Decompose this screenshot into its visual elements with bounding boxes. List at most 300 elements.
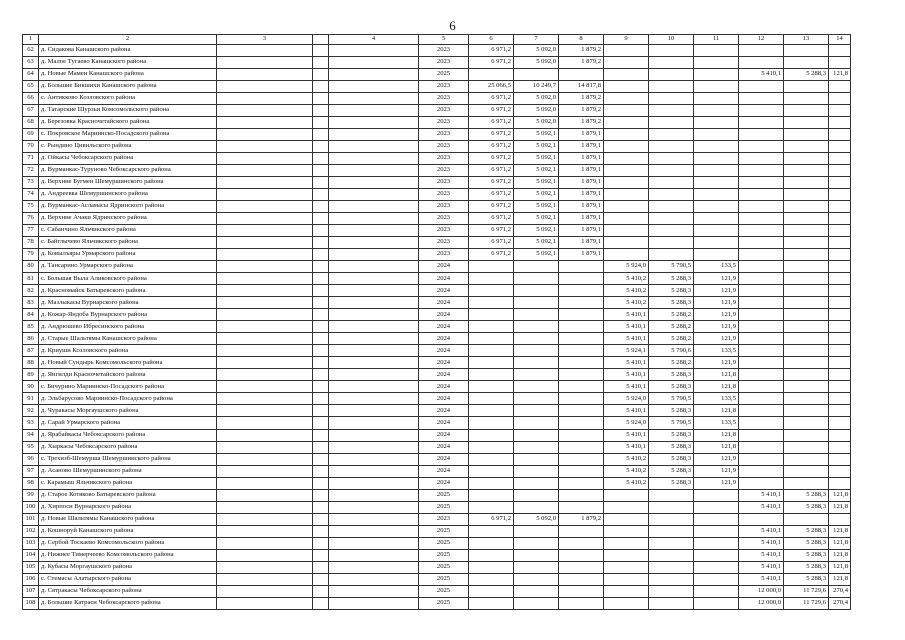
table-cell — [559, 561, 604, 573]
table-cell: д. Новый Сундырь Комсомольского района — [39, 357, 217, 369]
table-cell — [694, 81, 739, 93]
table-cell: 5 288,2 — [649, 333, 694, 345]
table-cell: 6 971,2 — [469, 225, 514, 237]
table-cell: 11 729,6 — [784, 597, 829, 609]
table-cell: 121,9 — [694, 321, 739, 333]
table-cell — [514, 69, 559, 81]
table-cell: 72 — [23, 165, 39, 177]
table-cell: 5 092,1 — [514, 177, 559, 189]
table-cell: д. Сятракасы Чебоксарского района — [39, 585, 217, 597]
table-cell — [559, 417, 604, 429]
table-cell: д. Кошноруй Канашского района — [39, 525, 217, 537]
table-cell — [694, 117, 739, 129]
table-cell — [604, 489, 649, 501]
table-cell: 1 879,2 — [559, 57, 604, 69]
table-cell — [784, 393, 829, 405]
table-cell — [514, 309, 559, 321]
table-row — [23, 393, 851, 405]
table-cell: 5 790,5 — [649, 261, 694, 273]
table-row — [23, 237, 851, 249]
table-cell — [313, 153, 329, 165]
table-cell — [313, 597, 329, 609]
table-cell — [829, 357, 851, 369]
table-cell — [514, 321, 559, 333]
table-cell — [217, 297, 313, 309]
table-cell — [784, 285, 829, 297]
table-cell — [217, 525, 313, 537]
table-cell — [217, 309, 313, 321]
table-cell — [217, 189, 313, 201]
table-cell — [313, 81, 329, 93]
table-cell — [694, 585, 739, 597]
table-cell — [329, 333, 419, 345]
table-cell — [694, 57, 739, 69]
table-cell: 63 — [23, 57, 39, 69]
table-cell — [739, 81, 784, 93]
table-cell — [649, 69, 694, 81]
table-cell: 121,8 — [829, 489, 851, 501]
table-cell — [469, 561, 514, 573]
table-cell — [649, 249, 694, 261]
table-cell — [829, 369, 851, 381]
table-cell: 25 066,5 — [469, 81, 514, 93]
table-cell: 270,4 — [829, 585, 851, 597]
table-row — [23, 57, 851, 69]
table-cell — [217, 57, 313, 69]
table-row — [23, 453, 851, 465]
table-row — [23, 525, 851, 537]
table-cell: 121,9 — [694, 333, 739, 345]
table-cell: 1 879,1 — [559, 177, 604, 189]
table-cell — [604, 213, 649, 225]
table-cell — [329, 477, 419, 489]
table-cell — [604, 537, 649, 549]
table-cell: 2025 — [419, 585, 469, 597]
table-cell — [313, 285, 329, 297]
table-cell — [604, 141, 649, 153]
table-cell: д. Татарские Шурзьи Комсомольского района — [39, 105, 217, 117]
table-cell — [469, 417, 514, 429]
table-cell — [514, 501, 559, 513]
table-cell: 1 879,1 — [559, 153, 604, 165]
table-cell: 270,4 — [829, 597, 851, 609]
table-cell: 6 971,2 — [469, 141, 514, 153]
table-cell: 94 — [23, 429, 39, 441]
table-cell — [514, 585, 559, 597]
table-cell — [559, 501, 604, 513]
table-cell: д. Чуракасы Моргаушского района — [39, 405, 217, 417]
table-cell — [649, 561, 694, 573]
table-cell — [784, 513, 829, 525]
table-cell: 2024 — [419, 345, 469, 357]
table-cell — [329, 273, 419, 285]
table-cell: 5 410,1 — [604, 321, 649, 333]
table-cell — [829, 249, 851, 261]
table-cell: 121,8 — [829, 525, 851, 537]
table-cell — [829, 297, 851, 309]
table-cell: 5 410,2 — [604, 477, 649, 489]
table-cell: 2024 — [419, 357, 469, 369]
table-cell: 108 — [23, 597, 39, 609]
table-cell: 11 729,6 — [784, 585, 829, 597]
table-cell — [604, 117, 649, 129]
table-cell: 2025 — [419, 537, 469, 549]
table-cell — [217, 129, 313, 141]
table-cell: 2025 — [419, 561, 469, 573]
table-cell — [649, 129, 694, 141]
table-cell — [329, 513, 419, 525]
table-cell — [469, 297, 514, 309]
table-cell: 6 971,2 — [469, 153, 514, 165]
table-cell — [469, 441, 514, 453]
table-cell — [694, 165, 739, 177]
table-cell: д. Малое Тугаево Канашского района — [39, 57, 217, 69]
table-cell: 2024 — [419, 465, 469, 477]
table-cell: д. Вурманкас-Асламасы Ядринского района — [39, 201, 217, 213]
table-cell: 5 288,3 — [784, 489, 829, 501]
table-cell: 2023 — [419, 93, 469, 105]
table-cell: 2025 — [419, 69, 469, 81]
table-cell: с. Покровское Мариинско-Посадского района — [39, 129, 217, 141]
table-row — [23, 381, 851, 393]
table-cell — [649, 117, 694, 129]
table-row — [23, 585, 851, 597]
table-row — [23, 549, 851, 561]
table-cell — [514, 525, 559, 537]
table-cell: 121,9 — [694, 297, 739, 309]
table-cell: 98 — [23, 477, 39, 489]
table-cell — [559, 429, 604, 441]
table-cell: 5 288,3 — [784, 525, 829, 537]
table-cell: д. Новые Шальтямы Канашского района — [39, 513, 217, 525]
table-cell — [739, 117, 784, 129]
table-cell — [514, 357, 559, 369]
column-header: 7 — [514, 35, 559, 45]
table-cell — [217, 45, 313, 57]
table-cell — [559, 357, 604, 369]
table-cell — [217, 285, 313, 297]
table-cell — [313, 405, 329, 417]
table-cell — [829, 129, 851, 141]
table-cell — [329, 129, 419, 141]
table-cell — [604, 573, 649, 585]
table-cell: 100 — [23, 501, 39, 513]
table-cell — [217, 117, 313, 129]
table-cell: 6 971,2 — [469, 45, 514, 57]
table-cell: 1 879,1 — [559, 201, 604, 213]
table-cell: 5 092,1 — [514, 201, 559, 213]
table-cell: 2024 — [419, 417, 469, 429]
table-row — [23, 321, 851, 333]
table-cell — [313, 501, 329, 513]
table-row — [23, 117, 851, 129]
table-cell: 5 288,3 — [784, 573, 829, 585]
table-cell — [217, 165, 313, 177]
table-cell — [514, 465, 559, 477]
table-cell — [694, 225, 739, 237]
table-cell: 2023 — [419, 225, 469, 237]
table-cell: 97 — [23, 465, 39, 477]
table-cell — [313, 201, 329, 213]
table-cell — [784, 381, 829, 393]
table-cell — [559, 69, 604, 81]
table-cell: д. Мазлыкасы Вурнарского района — [39, 297, 217, 309]
table-cell — [649, 177, 694, 189]
table-cell: 92 — [23, 405, 39, 417]
table-cell — [313, 273, 329, 285]
table-cell — [649, 585, 694, 597]
table-cell: д. Вурманкас-Туруново Чебоксарского района — [39, 165, 217, 177]
table-cell — [329, 141, 419, 153]
table-cell — [739, 381, 784, 393]
table-cell — [739, 45, 784, 57]
table-row — [23, 369, 851, 381]
table-cell: д. Нижнее Тимерчеево Комсомольского района — [39, 549, 217, 561]
table-cell — [313, 321, 329, 333]
table-cell — [514, 453, 559, 465]
table-cell: 5 410,1 — [604, 381, 649, 393]
table-row — [23, 357, 851, 369]
table-cell: 2024 — [419, 393, 469, 405]
table-cell: 5 410,2 — [604, 453, 649, 465]
table-cell — [217, 93, 313, 105]
table-cell: 6 971,2 — [469, 513, 514, 525]
table-cell: 6 971,2 — [469, 117, 514, 129]
table-cell — [829, 261, 851, 273]
table-cell: 5 790,5 — [649, 393, 694, 405]
table-cell: 5 092,0 — [514, 93, 559, 105]
table-cell: 68 — [23, 117, 39, 129]
table-cell — [694, 93, 739, 105]
table-cell — [604, 525, 649, 537]
table-row — [23, 345, 851, 357]
table-cell — [784, 213, 829, 225]
table-cell — [559, 273, 604, 285]
table-cell — [829, 225, 851, 237]
table-cell — [829, 213, 851, 225]
table-cell — [829, 201, 851, 213]
table-cell: с. Карамыш Яльчикского района — [39, 477, 217, 489]
table-cell: д. Сарай Урмарского района — [39, 417, 217, 429]
table-cell — [313, 249, 329, 261]
table-cell — [313, 489, 329, 501]
table-cell: 5 288,3 — [649, 297, 694, 309]
table-cell: 2023 — [419, 45, 469, 57]
table-cell — [739, 345, 784, 357]
table-cell — [649, 525, 694, 537]
table-cell — [559, 285, 604, 297]
table-cell: 121,8 — [694, 441, 739, 453]
table-cell — [559, 297, 604, 309]
table-cell — [739, 261, 784, 273]
column-header: 14 — [829, 35, 851, 45]
table-cell — [604, 585, 649, 597]
table-cell — [329, 465, 419, 477]
table-cell — [313, 573, 329, 585]
table-cell: 5 410,2 — [604, 297, 649, 309]
table-cell: 80 — [23, 261, 39, 273]
table-cell — [649, 549, 694, 561]
table-cell: д. Сербой Тоскаево Комсомольского района — [39, 537, 217, 549]
table-cell: 91 — [23, 393, 39, 405]
table-cell: с. Сабанчино Яльчикского района — [39, 225, 217, 237]
table-cell: 102 — [23, 525, 39, 537]
column-header: 5 — [419, 35, 469, 45]
table-cell — [313, 129, 329, 141]
table-cell: 2024 — [419, 309, 469, 321]
table-cell — [559, 333, 604, 345]
table-cell — [469, 573, 514, 585]
table-cell — [739, 177, 784, 189]
table-cell — [829, 513, 851, 525]
table-cell — [329, 345, 419, 357]
table-cell: 1 879,1 — [559, 129, 604, 141]
table-cell — [329, 237, 419, 249]
table-cell: 1 879,2 — [559, 105, 604, 117]
column-header: 4 — [329, 35, 419, 45]
table-cell — [784, 129, 829, 141]
table-cell — [784, 441, 829, 453]
table-cell — [649, 201, 694, 213]
table-cell — [739, 477, 784, 489]
table-cell — [559, 549, 604, 561]
table-cell: 121,8 — [829, 537, 851, 549]
table-cell — [329, 165, 419, 177]
table-cell: 2023 — [419, 213, 469, 225]
table-cell — [313, 57, 329, 69]
table-cell — [739, 93, 784, 105]
table-cell — [829, 309, 851, 321]
table-cell: 5 092,0 — [514, 105, 559, 117]
table-cell — [469, 393, 514, 405]
table-cell — [649, 225, 694, 237]
table-cell — [469, 273, 514, 285]
table-cell: 1 879,1 — [559, 213, 604, 225]
table-cell: 2023 — [419, 129, 469, 141]
table-cell: 2024 — [419, 477, 469, 489]
table-row — [23, 105, 851, 117]
table-cell — [829, 81, 851, 93]
table-cell — [559, 321, 604, 333]
table-cell: 5 924,0 — [604, 261, 649, 273]
table-cell — [739, 405, 784, 417]
table-cell — [694, 153, 739, 165]
table-cell — [649, 237, 694, 249]
table-cell — [604, 549, 649, 561]
table-cell: 5 288,3 — [784, 69, 829, 81]
table-cell — [313, 261, 329, 273]
table-cell: 74 — [23, 189, 39, 201]
table-cell — [784, 405, 829, 417]
table-cell: 1 879,2 — [559, 117, 604, 129]
table-cell: д. Красномайск Батыревского района — [39, 285, 217, 297]
table-cell — [784, 297, 829, 309]
table-row — [23, 129, 851, 141]
table-cell: д. Ковылъяры Урмарского района — [39, 249, 217, 261]
table-cell — [329, 453, 419, 465]
table-cell: 5 410,1 — [739, 525, 784, 537]
table-cell — [829, 273, 851, 285]
table-cell — [694, 69, 739, 81]
table-cell: 2025 — [419, 597, 469, 609]
table-cell: 99 — [23, 489, 39, 501]
table-cell — [329, 69, 419, 81]
table-cell: 1 879,1 — [559, 249, 604, 261]
table-row — [23, 537, 851, 549]
table-cell — [217, 537, 313, 549]
table-cell — [829, 165, 851, 177]
table-cell — [649, 57, 694, 69]
table-cell — [694, 501, 739, 513]
table-cell — [313, 225, 329, 237]
table-cell — [604, 597, 649, 609]
table-cell — [217, 573, 313, 585]
table-cell: д. Большие Бикшихи Канашского района — [39, 81, 217, 93]
table-cell: 2023 — [419, 249, 469, 261]
table-cell — [329, 225, 419, 237]
table-cell — [217, 105, 313, 117]
table-cell — [329, 57, 419, 69]
table-cell: 70 — [23, 141, 39, 153]
column-header: 1 — [23, 35, 39, 45]
table-cell — [694, 525, 739, 537]
table-cell: 5 092,1 — [514, 225, 559, 237]
table-cell — [217, 273, 313, 285]
table-cell — [469, 549, 514, 561]
table-cell — [329, 381, 419, 393]
table-cell: 106 — [23, 573, 39, 585]
table-cell — [784, 45, 829, 57]
table-row — [23, 189, 851, 201]
table-cell: 5 288,3 — [649, 429, 694, 441]
table-cell: 83 — [23, 297, 39, 309]
table-cell — [514, 537, 559, 549]
table-cell — [313, 477, 329, 489]
table-cell — [604, 249, 649, 261]
table-cell — [469, 381, 514, 393]
table-cell — [739, 369, 784, 381]
table-cell: 2024 — [419, 297, 469, 309]
table-cell: 5 410,1 — [604, 369, 649, 381]
table-cell — [739, 129, 784, 141]
table-cell: 105 — [23, 561, 39, 573]
table-cell: 6 971,2 — [469, 57, 514, 69]
table-cell: 2024 — [419, 441, 469, 453]
table-cell — [739, 285, 784, 297]
table-cell — [829, 105, 851, 117]
table-cell — [313, 177, 329, 189]
table-cell — [469, 537, 514, 549]
table-cell — [313, 441, 329, 453]
table-cell: 6 971,2 — [469, 189, 514, 201]
table-cell: 121,8 — [829, 501, 851, 513]
column-header: 10 — [649, 35, 694, 45]
table-cell — [604, 225, 649, 237]
table-cell: 2024 — [419, 369, 469, 381]
table-cell — [514, 573, 559, 585]
table-cell — [829, 57, 851, 69]
table-cell — [313, 369, 329, 381]
table-cell — [217, 333, 313, 345]
table-cell: 81 — [23, 273, 39, 285]
table-cell — [784, 453, 829, 465]
table-cell: 6 971,2 — [469, 105, 514, 117]
table-cell: 5 288,2 — [649, 357, 694, 369]
table-cell — [329, 585, 419, 597]
column-header: 12 — [739, 35, 784, 45]
table-cell — [829, 345, 851, 357]
table-cell — [739, 153, 784, 165]
